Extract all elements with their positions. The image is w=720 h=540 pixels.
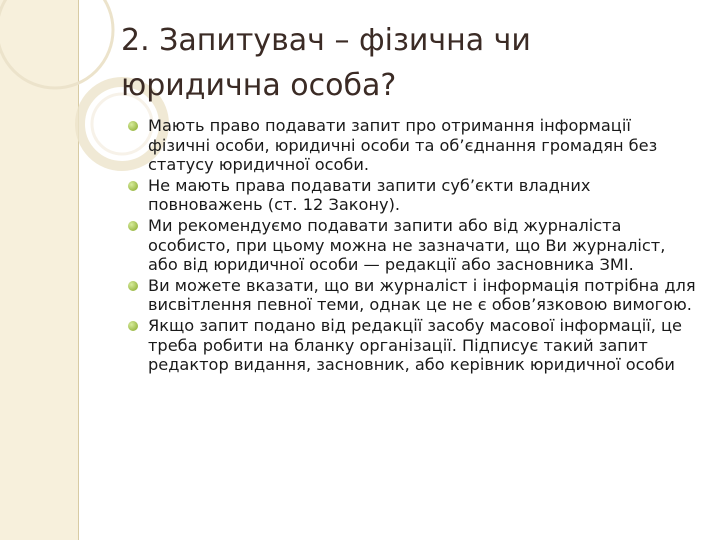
bullet-list <box>128 116 698 376</box>
bullet-text: Мають право подавати запит про отримання інформації фізичні особи, юридичні особи та об’єднання громадян без статусу юридичної особи. <box>148 116 658 175</box>
bullet-dot-icon <box>128 221 138 231</box>
bullet-dot-icon <box>128 281 138 291</box>
bullet-dot-icon <box>128 181 138 191</box>
bullet-item <box>128 316 698 375</box>
bullet-dot-icon <box>128 321 138 331</box>
bullet-text: Якщо запит подано від редакції засобу масової інформації, це треба робити на бланку організації. Підписує такий запит редактор видання, засновник, або керівник юридичної особи <box>148 315 682 375</box>
bullet-item <box>128 176 698 215</box>
bullet-item <box>128 216 698 275</box>
bullet-dot-icon <box>128 121 138 131</box>
slide-title-line-1: 2. Запитувач – фізична чи <box>121 23 531 58</box>
bullet-item <box>128 116 698 175</box>
bullet-text: Ви можете вказати, що ви журналіст і інформація потрібна для висвітлення певної теми, однак це не є обов’язковою вимогою. <box>148 275 696 315</box>
bullet-item <box>128 276 698 315</box>
slide-title <box>121 18 681 108</box>
slide-title-line-2: юридична особа? <box>121 68 397 103</box>
bullet-text: Ми рекомендуємо подавати запити або від журналіста особисто, при цьому можна не зазначати, що Ви журналіст, або від юридичної особи — редакції або засновника ЗМІ. <box>148 215 666 275</box>
bullet-text: Не мають права подавати запити суб’єкти владних повноважень (ст. 12 Закону). <box>148 175 591 215</box>
